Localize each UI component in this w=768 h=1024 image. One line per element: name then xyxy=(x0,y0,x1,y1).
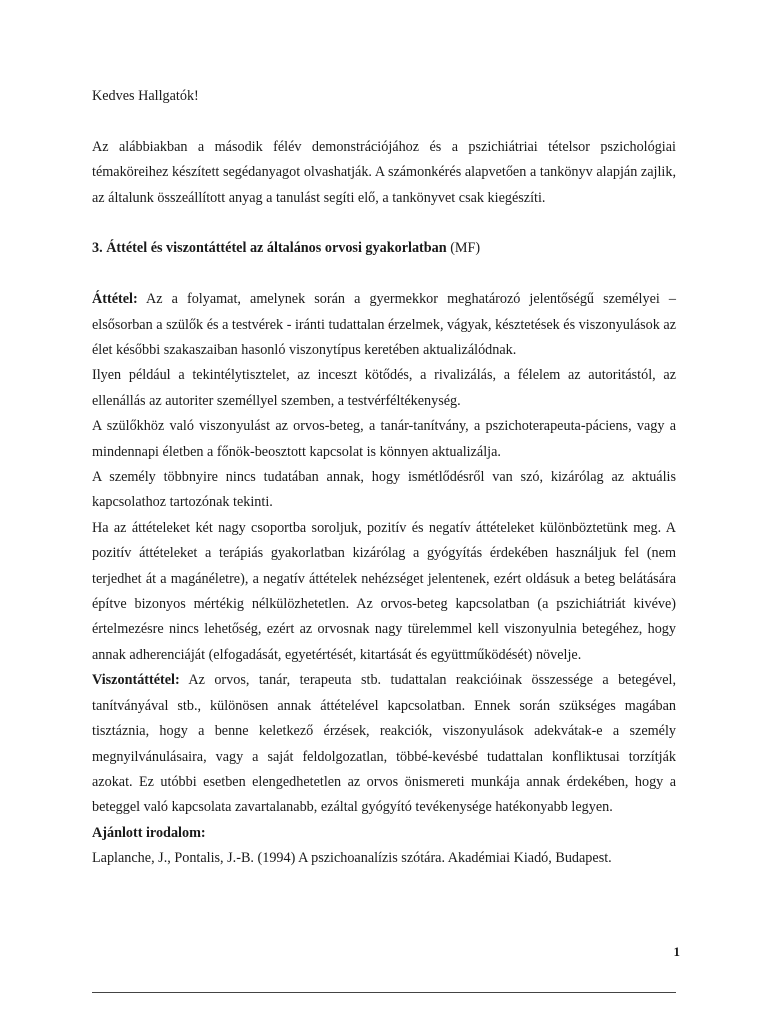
spacer xyxy=(92,109,676,134)
intro-paragraph: Az alábbiakban a második félév demonstrációjához és a pszichiátriai tételsor pszichológiai témaköreihez készített segédanyagot olvashatják. A számonkérés alapvetően a tankönyv alapján zajlik, az általunk összeállított anyag a tanulást segíti elő, a tankönyvet csak kiegészíti. xyxy=(92,138,676,206)
transference-relations-paragraph: A szülőkhöz való viszonyulást az orvos-beteg, a tanár-tanítvány, a pszichoterapeuta-páciens, vagy a mindennapi életben a főnök-beosztott kapcsolat is könnyen aktualizálja. xyxy=(92,418,676,460)
footer-divider xyxy=(92,992,676,993)
section-heading xyxy=(92,236,676,261)
literature-reference: Laplanche, J., Pontalis, J.-B. (1994) A pszichoanalízis szótára. Akadémiai Kiadó, Budapest. xyxy=(92,850,612,867)
transference-examples-paragraph: Ilyen például a tekintélytisztelet, az inceszt kötődés, a rivalizálás, a félelem az autoritástól, az ellenállás az autoriter személlyel szemben, a testvérféltékenység. xyxy=(92,367,676,409)
countertransference-term: Viszontáttétel: xyxy=(92,672,180,689)
transference-term: Áttétel: xyxy=(92,291,138,308)
literature-heading xyxy=(92,821,676,846)
countertransference-paragraph xyxy=(92,668,676,820)
literature-heading-text: Ajánlott irodalom: xyxy=(92,824,206,841)
section-suffix: (MF) xyxy=(446,240,481,257)
document-body xyxy=(92,84,676,872)
countertransference-definition: Az orvos, tanár, terapeuta stb. tudattalan reakcióinak összessége a betegével, tanítványával stb., különösen annak áttételével kapcsolatban. Ennek során szükséges magában tisztáznia, hogy a benne keletkező érzések, reakciók, viszonyulások adekvátak-e a személy megnyilvánulásaira, vagy a saját feldolgozatlan, többé-kevésbé tudattalan konfliktusai torzítják azokat. Ez utóbbi esetben elengedhetetlen az orvos önismereti munkája annak érdekében, hogy a beteggel való kapcsolata zavartalanabb, ezáltal gyógyító tevékenysége hatékonyabb legyen. xyxy=(92,672,676,816)
spacer xyxy=(92,262,676,287)
transference-definition-paragraph xyxy=(92,287,676,363)
spacer xyxy=(92,211,676,236)
page-number: 1 xyxy=(673,944,680,959)
transference-awareness-paragraph: A személy többnyire nincs tudatában annak, hogy ismétlődésről van szó, kizárólag az aktuális kapcsolathoz tartozónak tekinti. xyxy=(92,469,676,511)
section-title: 3. Áttétel és viszontáttétel az általános orvosi gyakorlatban xyxy=(92,240,447,257)
greeting: Kedves Hallgatók! xyxy=(92,88,199,104)
transference-types-paragraph: Ha az áttételeket két nagy csoportba soroljuk, pozitív és negatív áttételeket különböztetünk meg. A pozitív áttételeket a terápiás gyakorlatban kizárólag a gyógyítás érdekében használjuk fel (nem terjedhet át a magánéletre), a negatív áttételek nehézséget jelentenek, ezért oldásuk a beteg belátására építve bizonyos mértékig nélkülözhetetlen. Az orvos-beteg kapcsolatban (a pszichiátriát kivéve) értelmezésre nincs lehetőség, ezért az orvosnak nagy türelemmel kell viszonyulnia betegéhez, hogy annak adherenciáját (elfogadását, egyetértését, kitartását és együttműködését) növelje. xyxy=(92,519,676,663)
transference-definition: Az a folyamat, amelynek során a gyermekkor meghatározó jelentőségű személyei – elsősorban a szülők és a testvérek - iránti tudattalan érzelmek, vágyak, késztetések és viszonyulások az élet későbbi szakaszaiban hasonló viszonytípus keretében aktualizálódnak. xyxy=(92,291,676,359)
